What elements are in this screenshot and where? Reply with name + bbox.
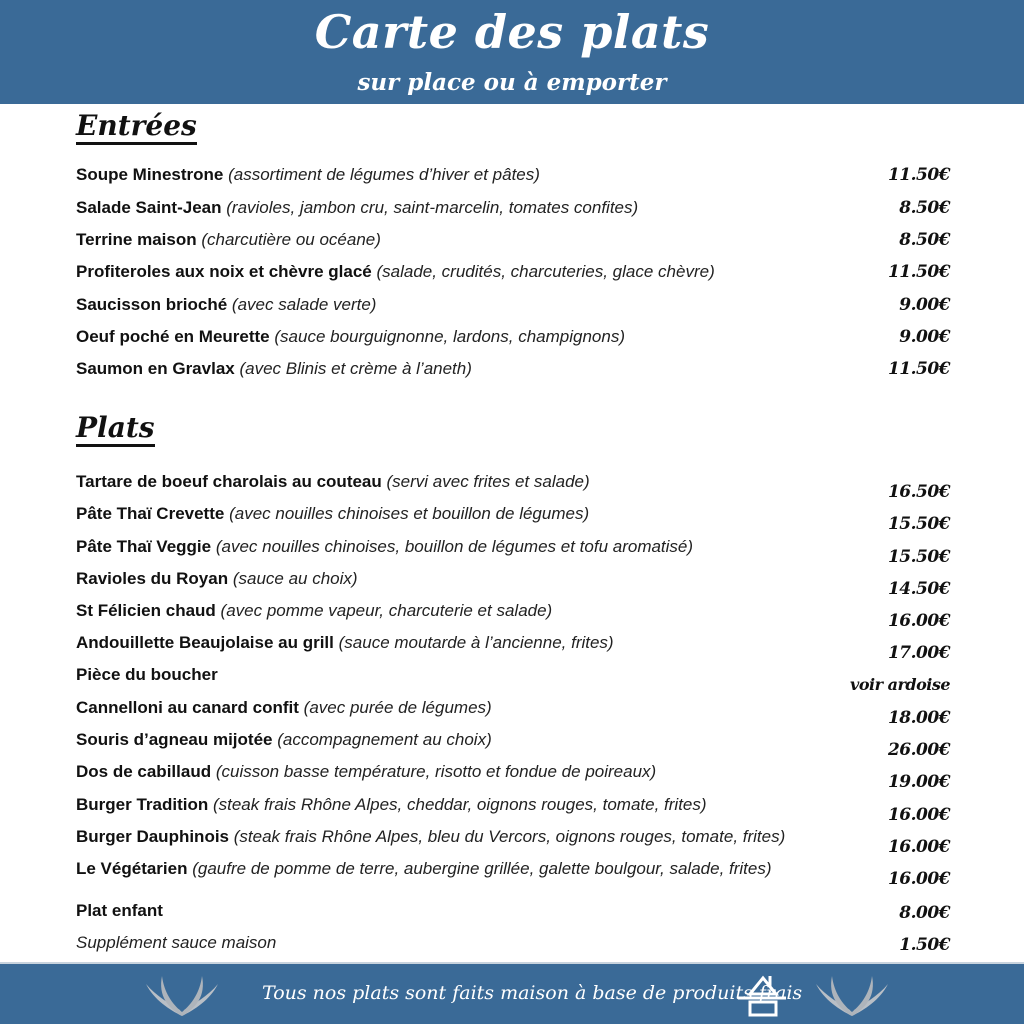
footer-note: Tous nos plats sont faits maison à base de produits frais (262, 982, 803, 1004)
item-name: Supplément sauce maison (76, 933, 277, 952)
item-name: Saucisson brioché (76, 295, 228, 314)
item-name: Saumon en Gravlax (76, 359, 235, 378)
item-price: 11.50€ (887, 359, 950, 379)
item-description: (avec salade verte) (231, 295, 377, 314)
item-name: Oeuf poché en Meurette (76, 327, 270, 346)
menu-item (76, 729, 950, 760)
wings-ornament-icon (140, 970, 224, 1020)
item-name: Ravioles du Royan (76, 569, 229, 588)
fait-maison-house-icon (736, 972, 788, 1018)
section-title-entrees: Entrées (76, 110, 197, 145)
menu-item (76, 664, 950, 692)
item-description: (steak frais Rhône Alpes, cheddar, oignons rouges, tomate, frites) (212, 795, 707, 814)
item-name: Terrine maison (76, 230, 197, 249)
menu-item-kids (76, 900, 950, 928)
menu-item (76, 632, 950, 663)
menu-header (0, 0, 1024, 104)
menu-item (76, 858, 950, 889)
item-description: (charcutière ou océane) (201, 230, 381, 249)
menu-item (76, 471, 950, 502)
item-name: Salade Saint-Jean (76, 198, 222, 217)
item-price: 16.00€ (887, 611, 950, 631)
item-name: St Félicien chaud (76, 601, 216, 620)
menu-item (76, 568, 950, 599)
item-name: Pâte Thaï Crevette (76, 504, 225, 523)
menu-item (76, 197, 950, 225)
item-price: 26.00€ (887, 740, 950, 760)
item-description: (avec Blinis et crème à l’aneth) (239, 359, 472, 378)
item-price: 11.50€ (887, 262, 950, 282)
item-price: 16.00€ (887, 869, 950, 889)
item-description: (avec pomme vapeur, charcuterie et salade) (220, 601, 553, 620)
menu-item (76, 697, 950, 728)
item-name: Pâte Thaï Veggie (76, 537, 212, 556)
item-name: Profiteroles aux noix et chèvre glacé (76, 262, 372, 281)
item-description: (ravioles, jambon cru, saint-marcelin, tomates confites) (226, 198, 639, 217)
item-price: 14.50€ (887, 579, 950, 599)
item-price: 18.00€ (887, 708, 950, 728)
menu-item-supplement (76, 932, 950, 960)
menu-item (76, 358, 950, 386)
menu-item (76, 503, 950, 534)
item-description: (servi avec frites et salade) (386, 472, 590, 491)
item-description: (sauce au choix) (232, 569, 358, 588)
menu-item (76, 261, 950, 289)
item-price: 16.50€ (887, 482, 950, 502)
item-name: Burger Dauphinois (76, 827, 230, 846)
item-price: 16.00€ (887, 837, 950, 857)
page-title: Carte des plats (314, 5, 710, 59)
item-price: 8.50€ (899, 230, 950, 250)
menu-footer (0, 962, 1024, 1024)
item-name: Tartare de boeuf charolais au couteau (76, 472, 382, 491)
menu-item (76, 826, 950, 857)
item-price: 17.00€ (887, 643, 950, 663)
menu-item (76, 794, 950, 825)
item-name: Dos de cabillaud (76, 762, 212, 781)
item-name: Soupe Minestrone (76, 165, 224, 184)
menu-item (76, 536, 950, 567)
page-subtitle: sur place ou à emporter (357, 69, 667, 96)
item-description: (steak frais Rhône Alpes, bleu du Vercors, oignons rouges, tomate, frites) (233, 827, 786, 846)
item-description: (cuisson basse température, risotto et fondue de poireaux) (215, 762, 657, 781)
item-price: 9.00€ (899, 295, 950, 315)
item-description: (sauce moutarde à l’ancienne, frites) (338, 633, 614, 652)
item-price: voir ardoise (850, 675, 950, 694)
item-description: (avec nouilles chinoises et bouillon de légumes) (229, 504, 590, 523)
item-price: 11.50€ (887, 165, 950, 185)
menu-item (76, 600, 950, 631)
item-description: (assortiment de légumes d’hiver et pâtes) (228, 165, 540, 184)
item-description: (gaufre de pomme de terre, aubergine grillée, galette boulgour, salade, frites) (192, 859, 772, 878)
wings-ornament-icon (810, 970, 894, 1020)
item-price: 15.50€ (887, 547, 950, 567)
item-price: 9.00€ (899, 327, 950, 347)
menu-item (76, 761, 950, 792)
item-description: (sauce bourguignonne, lardons, champignons) (274, 327, 625, 346)
item-name: Le Végétarien (76, 859, 188, 878)
menu-item (76, 294, 950, 322)
item-price: 1.50€ (899, 935, 950, 955)
item-price: 16.00€ (887, 805, 950, 825)
item-description: (avec nouilles chinoises, bouillon de légumes et tofu aromatisé) (215, 537, 694, 556)
item-name: Plat enfant (76, 901, 163, 920)
item-name: Burger Tradition (76, 795, 209, 814)
item-name: Pièce du boucher (76, 665, 218, 684)
section-title-plats: Plats (76, 412, 155, 447)
item-price: 8.00€ (899, 903, 950, 923)
item-price: 15.50€ (887, 514, 950, 534)
menu-item (76, 229, 950, 257)
menu-item (76, 164, 950, 192)
item-name: Souris d’agneau mijotée (76, 730, 273, 749)
item-description: (accompagnement au choix) (277, 730, 492, 749)
item-description: (avec purée de légumes) (303, 698, 492, 717)
item-description: (salade, crudités, charcuteries, glace chèvre) (376, 262, 715, 281)
item-price: 8.50€ (899, 198, 950, 218)
item-name: Andouillette Beaujolaise au grill (76, 633, 334, 652)
item-price: 19.00€ (887, 772, 950, 792)
menu-item (76, 326, 950, 354)
item-name: Cannelloni au canard confit (76, 698, 299, 717)
